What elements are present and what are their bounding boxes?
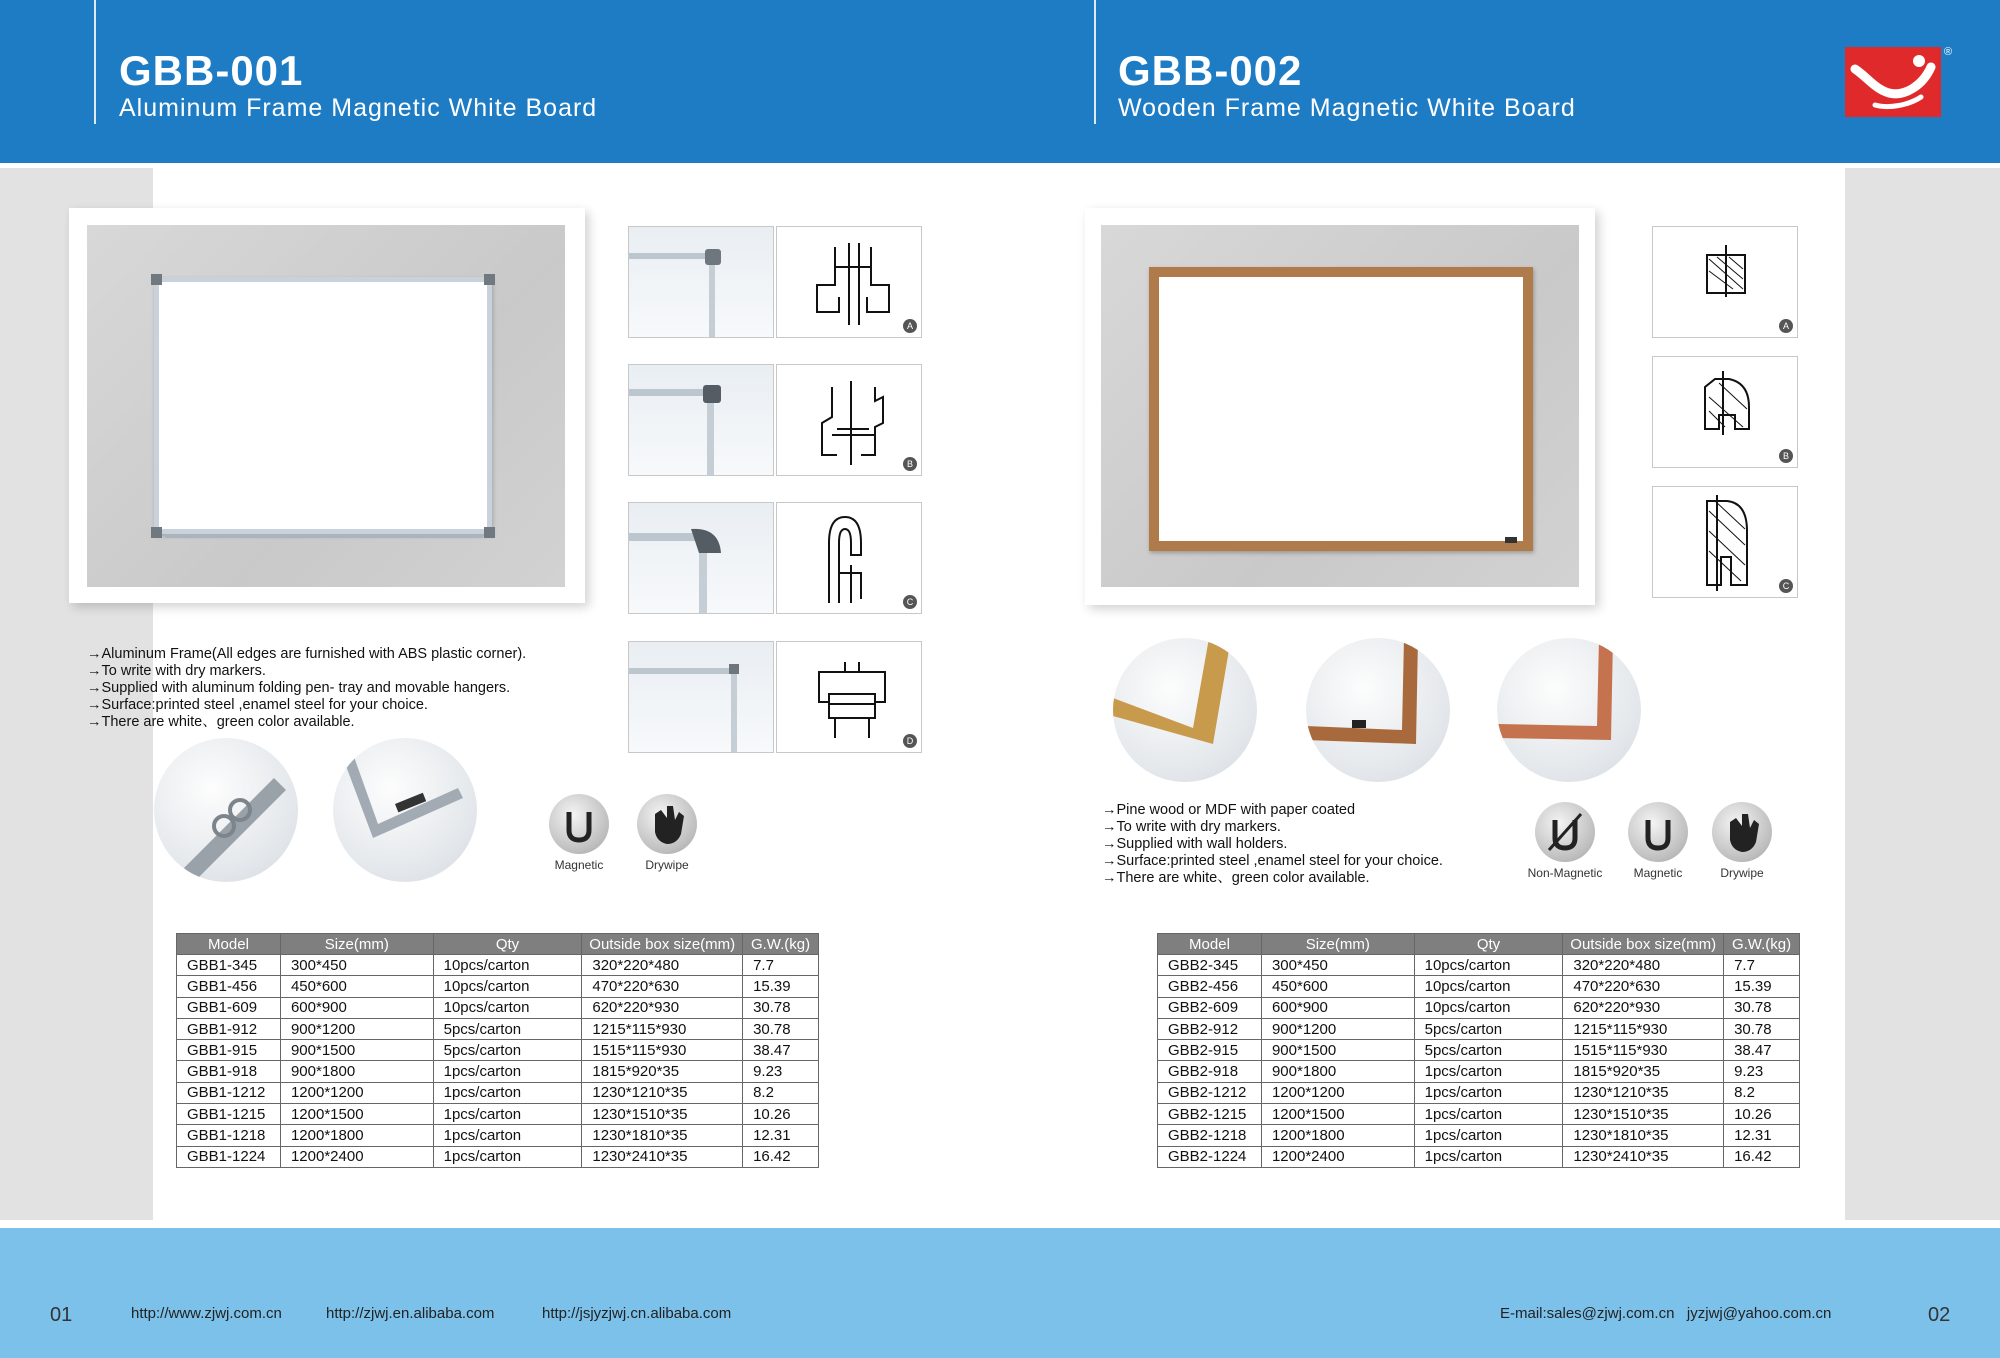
wood-profile-tag-a: A: [1779, 319, 1793, 333]
right-product-title: Wooden Frame Magnetic White Board: [1118, 94, 1576, 122]
drywipe-label: Drywipe: [645, 858, 689, 872]
table-cell: 1215*115*930: [1563, 1018, 1724, 1039]
table-cell: 10pcs/carton: [1414, 997, 1563, 1018]
table-row: [177, 1061, 819, 1082]
table-cell: GBB2-915: [1158, 1040, 1262, 1061]
table-cell: 1230*1510*35: [582, 1104, 743, 1125]
left-feature-list: [87, 646, 526, 731]
table-cell: 1pcs/carton: [433, 1125, 582, 1146]
table-cell: 7.7: [743, 955, 819, 976]
table-cell: 38.47: [1724, 1040, 1800, 1061]
table-row: [1158, 1104, 1800, 1125]
table-cell: 30.78: [743, 1018, 819, 1039]
table-row: [177, 997, 819, 1018]
aluminum-frame: [154, 277, 492, 534]
table-cell: 10pcs/carton: [433, 997, 582, 1018]
table-cell: 8.2: [743, 1082, 819, 1103]
table-cell: GBB1-609: [177, 997, 281, 1018]
table-cell: 30.78: [1724, 1018, 1800, 1039]
table-row: [1158, 1125, 1800, 1146]
col-header-box-size: Outside box size(mm): [1563, 934, 1724, 955]
table-cell: 1815*920*35: [1563, 1061, 1724, 1082]
frame-corner: [151, 274, 162, 285]
table-header-row: [1158, 934, 1800, 955]
col-header-size: Size(mm): [280, 934, 433, 955]
left-product-code: GBB-001: [119, 47, 304, 94]
dark-corner-detail-photo: [1306, 638, 1450, 782]
table-cell: 1pcs/carton: [433, 1146, 582, 1167]
table-cell: 1pcs/carton: [1414, 1104, 1563, 1125]
table-cell: GBB1-912: [177, 1018, 281, 1039]
table-cell: 1515*115*930: [1563, 1040, 1724, 1061]
table-cell: 12.31: [1724, 1125, 1800, 1146]
email-contact[interactable]: E-mail:sales@zjwj.com.cn jyzjwj@yahoo.com.cn: [1500, 1305, 1832, 1322]
table-cell: 900*1200: [1261, 1018, 1414, 1039]
table-row: [177, 1146, 819, 1167]
wood-profile-drawing-b: [1652, 356, 1798, 468]
table-cell: 10.26: [743, 1104, 819, 1125]
wooden-board-photo: [1101, 225, 1579, 587]
feature-item: →To write with dry markers.: [87, 663, 266, 679]
profile-drawing-b: [776, 364, 922, 476]
table-cell: 1515*115*930: [582, 1040, 743, 1061]
table-cell: GBB2-1224: [1158, 1146, 1262, 1167]
col-header-box-size: Outside box size(mm): [582, 934, 743, 955]
table-cell: 10pcs/carton: [433, 976, 582, 997]
table-cell: 900*1500: [1261, 1040, 1414, 1061]
registered-mark: ®: [1944, 46, 1953, 58]
table-cell: GBB1-345: [177, 955, 281, 976]
table-cell: 1215*115*930: [582, 1018, 743, 1039]
drywipe-label: Drywipe: [1720, 866, 1764, 880]
magnet-icon: [549, 794, 609, 854]
col-header-qty: Qty: [433, 934, 582, 955]
table-cell: 7.7: [1724, 955, 1800, 976]
table-cell: 38.47: [743, 1040, 819, 1061]
table-cell: 1200*1800: [280, 1125, 433, 1146]
table-cell: 300*450: [1261, 955, 1414, 976]
frame-corner: [484, 274, 495, 285]
table-cell: 1230*1810*35: [582, 1125, 743, 1146]
table-cell: 1200*2400: [280, 1146, 433, 1167]
table-cell: 1230*1210*35: [1563, 1082, 1724, 1103]
hand-icon: [1712, 802, 1772, 862]
alibaba-cn-link[interactable]: http://jsjyzjwj.cn.alibaba.com: [542, 1305, 732, 1322]
hand-icon: [637, 794, 697, 854]
corner-photo-c: [628, 502, 774, 614]
right-product-code: GBB-002: [1118, 47, 1303, 94]
table-cell: 15.39: [1724, 976, 1800, 997]
table-cell: 450*600: [1261, 976, 1414, 997]
table-cell: GBB2-1218: [1158, 1125, 1262, 1146]
magnetic-label: Magnetic: [554, 858, 604, 872]
table-cell: 10pcs/carton: [1414, 976, 1563, 997]
left-spec-table: [176, 933, 819, 1168]
wood-profile-drawing-a: [1652, 226, 1798, 338]
red-corner-detail-photo: [1497, 638, 1641, 782]
table-cell: 1230*1810*35: [1563, 1125, 1724, 1146]
table-row: [177, 1018, 819, 1039]
table-cell: GBB2-1215: [1158, 1104, 1262, 1125]
table-cell: 1pcs/carton: [1414, 1125, 1563, 1146]
table-cell: 5pcs/carton: [1414, 1018, 1563, 1039]
table-row: [177, 955, 819, 976]
profile-tag-b: B: [903, 457, 917, 471]
table-cell: 470*220*630: [582, 976, 743, 997]
table-cell: GBB1-918: [177, 1061, 281, 1082]
pen-tray-detail-photo: [333, 738, 477, 882]
page-footer: [0, 1228, 2000, 1358]
feature-item: →Aluminum Frame(All edges are furnished with ABS plastic corner).: [87, 646, 527, 662]
left-product-title: Aluminum Frame Magnetic White Board: [119, 94, 598, 122]
table-cell: GBB2-912: [1158, 1018, 1262, 1039]
table-cell: 16.42: [1724, 1146, 1800, 1167]
feature-item: →Supplied with wall holders.: [1102, 836, 1288, 852]
table-cell: 5pcs/carton: [433, 1040, 582, 1061]
brand-logo-icon: [1845, 47, 1941, 117]
table-row: [1158, 955, 1800, 976]
table-cell: 450*600: [280, 976, 433, 997]
table-cell: 900*1200: [280, 1018, 433, 1039]
table-row: [177, 1082, 819, 1103]
table-cell: 10.26: [1724, 1104, 1800, 1125]
table-cell: 1200*1200: [1261, 1082, 1414, 1103]
wood-profile-tag-c: C: [1779, 579, 1793, 593]
table-cell: 900*1800: [280, 1061, 433, 1082]
table-cell: 1pcs/carton: [1414, 1146, 1563, 1167]
header-divider-right: [1094, 0, 1096, 124]
pine-corner-detail-photo: [1113, 638, 1257, 782]
profile-drawing-c: [776, 502, 922, 614]
page-number-right: 02: [1928, 1304, 1951, 1326]
table-cell: 10pcs/carton: [433, 955, 582, 976]
table-cell: 320*220*480: [1563, 955, 1724, 976]
table-cell: GBB2-609: [1158, 997, 1262, 1018]
table-cell: 600*900: [280, 997, 433, 1018]
table-cell: GBB2-456: [1158, 976, 1262, 997]
table-cell: 1200*1500: [1261, 1104, 1414, 1125]
profile-tag-d: D: [903, 734, 917, 748]
corner-photo-b: [628, 364, 774, 476]
table-cell: 5pcs/carton: [1414, 1040, 1563, 1061]
table-cell: GBB2-345: [1158, 955, 1262, 976]
table-cell: 300*450: [280, 955, 433, 976]
page-number-left: 01: [50, 1304, 73, 1326]
wood-profile-drawing-c: [1652, 486, 1798, 598]
table-cell: 8.2: [1724, 1082, 1800, 1103]
alibaba-link[interactable]: http://zjwj.en.alibaba.com: [326, 1305, 495, 1322]
table-row: [1158, 1082, 1800, 1103]
table-cell: 5pcs/carton: [433, 1018, 582, 1039]
non-magnetic-label: Non-Magnetic: [1527, 866, 1603, 880]
page-header: [0, 0, 2000, 163]
profile-tag-a: A: [903, 319, 917, 333]
table-cell: 9.23: [1724, 1061, 1800, 1082]
non-magnet-icon: [1535, 802, 1595, 862]
feature-item: →Pine wood or MDF with paper coated: [1102, 802, 1356, 818]
table-row: [177, 1104, 819, 1125]
table-cell: 15.39: [743, 976, 819, 997]
corner-photo-d: [628, 641, 774, 753]
table-cell: GBB1-1218: [177, 1125, 281, 1146]
table-row: [1158, 1040, 1800, 1061]
table-cell: 1230*2410*35: [582, 1146, 743, 1167]
table-cell: GBB2-1212: [1158, 1082, 1262, 1103]
wooden-frame: [1149, 267, 1533, 551]
table-cell: 1200*1500: [280, 1104, 433, 1125]
table-cell: GBB1-1215: [177, 1104, 281, 1125]
table-cell: 16.42: [743, 1146, 819, 1167]
table-cell: 1200*1200: [280, 1082, 433, 1103]
table-cell: 10pcs/carton: [1414, 955, 1563, 976]
frame-corner: [151, 527, 162, 538]
table-cell: 1pcs/carton: [433, 1104, 582, 1125]
col-header-qty: Qty: [1414, 934, 1563, 955]
feature-item: →There are white、green color available.: [87, 714, 355, 730]
table-cell: 470*220*630: [1563, 976, 1724, 997]
table-cell: 1230*1510*35: [1563, 1104, 1724, 1125]
table-row: [1158, 997, 1800, 1018]
header-divider-left: [94, 0, 96, 124]
corner-photo-a: [628, 226, 774, 338]
profile-tag-c: C: [903, 595, 917, 609]
table-cell: 1230*2410*35: [1563, 1146, 1724, 1167]
right-spec-table: [1157, 933, 1800, 1168]
table-row: [1158, 1018, 1800, 1039]
table-row: [1158, 1061, 1800, 1082]
table-cell: GBB1-915: [177, 1040, 281, 1061]
table-cell: 620*220*930: [582, 997, 743, 1018]
col-header-size: Size(mm): [1261, 934, 1414, 955]
right-feature-list: [1102, 802, 1443, 887]
table-cell: 1200*1800: [1261, 1125, 1414, 1146]
table-cell: 320*220*480: [582, 955, 743, 976]
col-header-weight: G.W.(kg): [1724, 934, 1800, 955]
pen-tray: [165, 534, 483, 538]
table-row: [177, 1125, 819, 1146]
feature-item: →To write with dry markers.: [1102, 819, 1281, 835]
table-cell: GBB1-456: [177, 976, 281, 997]
feature-item: →There are white、green color available.: [1102, 870, 1370, 886]
table-cell: 1200*2400: [1261, 1146, 1414, 1167]
table-cell: GBB2-918: [1158, 1061, 1262, 1082]
feature-item: →Surface:printed steel ,enamel steel for your choice.: [1102, 853, 1443, 869]
table-cell: 600*900: [1261, 997, 1414, 1018]
table-cell: 12.31: [743, 1125, 819, 1146]
right-side-band: [1845, 168, 2000, 1220]
wood-profile-tag-b: B: [1779, 449, 1793, 463]
table-row: [1158, 1146, 1800, 1167]
table-row: [177, 976, 819, 997]
profile-drawing-a: [776, 226, 922, 338]
hanger-detail-photo: [154, 738, 298, 882]
table-cell: 900*1800: [1261, 1061, 1414, 1082]
col-header-model: Model: [1158, 934, 1262, 955]
table-cell: 1230*1210*35: [582, 1082, 743, 1103]
feature-item: →Surface:printed steel ,enamel steel for your choice.: [87, 697, 428, 713]
left-main-photo-card: [69, 208, 585, 603]
table-cell: GBB1-1224: [177, 1146, 281, 1167]
table-cell: 30.78: [743, 997, 819, 1018]
frame-label-tag: [1505, 537, 1517, 543]
magnetic-label: Magnetic: [1633, 866, 1683, 880]
feature-item: →Supplied with aluminum folding pen- tray and movable hangers.: [87, 680, 511, 696]
frame-corner: [484, 527, 495, 538]
table-cell: 900*1500: [280, 1040, 433, 1061]
table-header-row: [177, 934, 819, 955]
table-cell: 9.23: [743, 1061, 819, 1082]
table-row: [177, 1040, 819, 1061]
right-main-photo-card: [1085, 208, 1595, 605]
table-cell: 30.78: [1724, 997, 1800, 1018]
table-cell: 1pcs/carton: [1414, 1082, 1563, 1103]
profile-drawing-d: [776, 641, 922, 753]
col-header-model: Model: [177, 934, 281, 955]
col-header-weight: G.W.(kg): [743, 934, 819, 955]
table-cell: 620*220*930: [1563, 997, 1724, 1018]
website-link[interactable]: http://www.zjwj.com.cn: [131, 1305, 282, 1322]
table-row: [1158, 976, 1800, 997]
table-cell: 1pcs/carton: [1414, 1061, 1563, 1082]
table-cell: 1pcs/carton: [433, 1082, 582, 1103]
table-cell: 1pcs/carton: [433, 1061, 582, 1082]
magnet-icon: [1628, 802, 1688, 862]
table-cell: 1815*920*35: [582, 1061, 743, 1082]
aluminum-board-photo: [87, 225, 565, 587]
table-cell: GBB1-1212: [177, 1082, 281, 1103]
